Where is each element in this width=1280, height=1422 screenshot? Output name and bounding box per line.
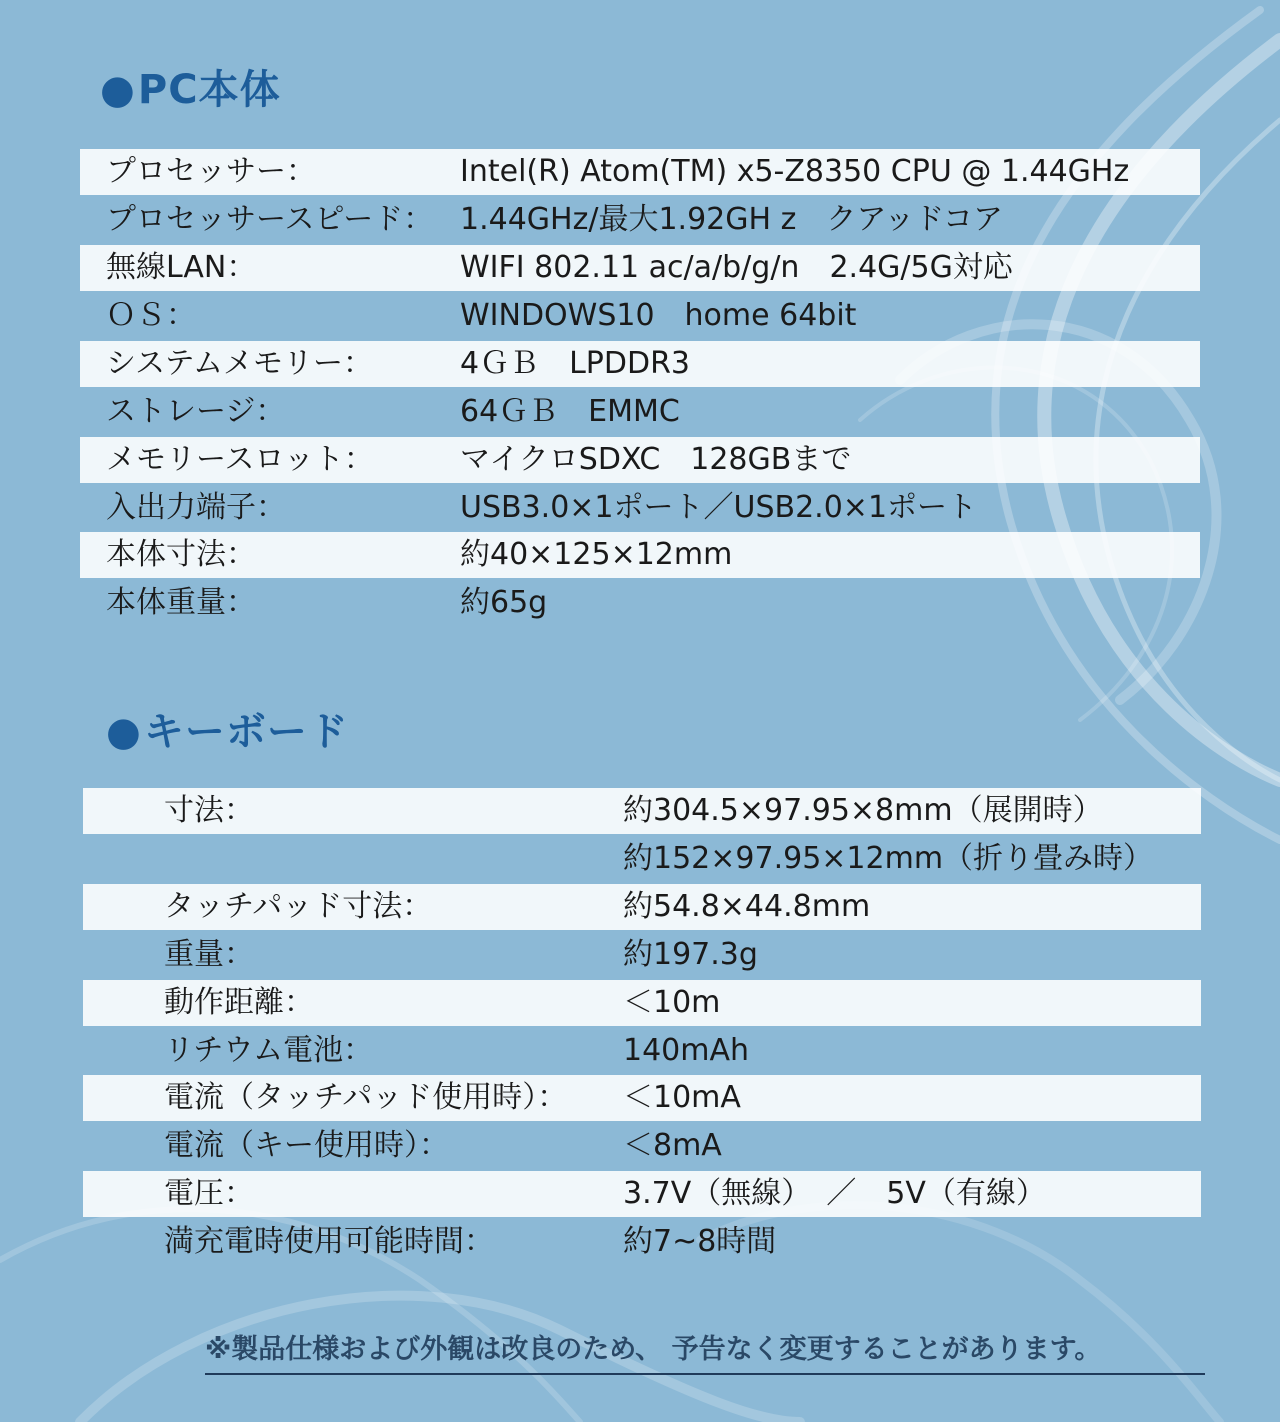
spec-value: 1.44GHz/最大1.92GH z クアッドコア — [460, 202, 1004, 237]
bullet-dot-icon: ● — [106, 709, 142, 755]
spec-row — [80, 341, 1200, 387]
spec-value: 約65g — [460, 585, 548, 620]
spec-label: プロセッサースピード： — [106, 202, 434, 237]
spec-value: 約40×125×12mm — [460, 537, 733, 572]
bullet-dot-icon: ● — [100, 67, 136, 113]
pc-section-heading — [100, 58, 281, 115]
spec-row — [80, 389, 1200, 435]
spec-value: WINDOWS10 home 64bit — [460, 298, 857, 333]
spec-value: USB3.0×1ポート／USB2.0×1ポート — [460, 490, 978, 525]
spec-row — [80, 437, 1200, 483]
footnote-underline — [205, 1373, 1205, 1375]
spec-label: メモリースロット： — [106, 442, 374, 477]
spec-value: 64ＧＢ EMMC — [460, 394, 680, 429]
spec-label: システムメモリー： — [106, 346, 373, 381]
spec-row — [80, 149, 1200, 195]
spec-label: 重量： — [164, 937, 254, 972]
spec-value: 約197.3g — [623, 937, 758, 972]
spec-value: 140mAh — [623, 1033, 750, 1068]
spec-row — [80, 485, 1200, 531]
spec-row — [83, 884, 1201, 930]
spec-row — [83, 980, 1201, 1026]
spec-value: 約7~8時間 — [623, 1224, 777, 1259]
spec-row — [83, 1219, 1201, 1265]
spec-row — [83, 932, 1201, 978]
spec-value: 4ＧＢ LPDDR3 — [460, 346, 691, 381]
spec-value: 約54.8×44.8mm — [623, 889, 871, 924]
spec-label: 電流（タッチパッド使用時）： — [164, 1080, 568, 1115]
keyboard-section-heading — [106, 700, 349, 757]
spec-value: WIFI 802.11 ac/a/b/g/n 2.4G/5G対応 — [460, 250, 1013, 285]
spec-label: タッチパッド寸法： — [164, 889, 433, 924]
spec-label: 電流（キー使用時）： — [164, 1128, 449, 1163]
spec-label: 満充電時使用可能時間： — [164, 1224, 494, 1259]
spec-row — [80, 293, 1200, 339]
spec-row — [83, 1171, 1201, 1217]
keyboard-section-title: キーボード — [143, 709, 349, 755]
spec-value: Intel(R) Atom(TM) x5-Z8350 CPU @ 1.44GHz — [460, 154, 1130, 189]
spec-label: 電圧： — [164, 1176, 254, 1211]
spec-value: ＜10m — [623, 985, 721, 1020]
spec-value: 約152×97.95×12mm（折り畳み時） — [623, 841, 1154, 876]
spec-row — [83, 1028, 1201, 1074]
spec-row — [80, 580, 1200, 626]
spec-label: ＯＳ： — [106, 298, 196, 333]
spec-value: マイクロSDXC 128GBまで — [460, 442, 852, 477]
spec-row — [83, 1123, 1201, 1169]
spec-row — [83, 1075, 1201, 1121]
spec-value: ＜8mA — [623, 1128, 722, 1163]
disclaimer-footnote: ※製品仕様および外観は改良のため、 予告なく変更することがあります。 — [205, 1334, 1102, 1365]
spec-label: 入出力端子： — [106, 490, 286, 525]
spec-label: 動作距離： — [164, 985, 314, 1020]
spec-row — [80, 197, 1200, 243]
spec-label: ストレージ： — [106, 394, 286, 429]
spec-value: 約304.5×97.95×8mm（展開時） — [623, 793, 1103, 828]
spec-label: 無線LAN： — [106, 250, 257, 285]
spec-row — [83, 836, 1201, 882]
spec-label: 本体重量： — [106, 585, 256, 620]
spec-row — [80, 532, 1200, 578]
spec-value: ＜10mA — [623, 1080, 741, 1115]
spec-row — [83, 788, 1201, 834]
spec-row — [80, 245, 1200, 291]
pc-section-title: PC本体 — [137, 67, 281, 113]
spec-label: 寸法： — [164, 793, 254, 828]
spec-label: プロセッサー： — [106, 154, 316, 189]
spec-label: リチウム電池： — [164, 1033, 374, 1068]
spec-value: 3.7V（無線） ／ 5V（有線） — [623, 1176, 1046, 1211]
spec-label: 本体寸法： — [106, 537, 256, 572]
